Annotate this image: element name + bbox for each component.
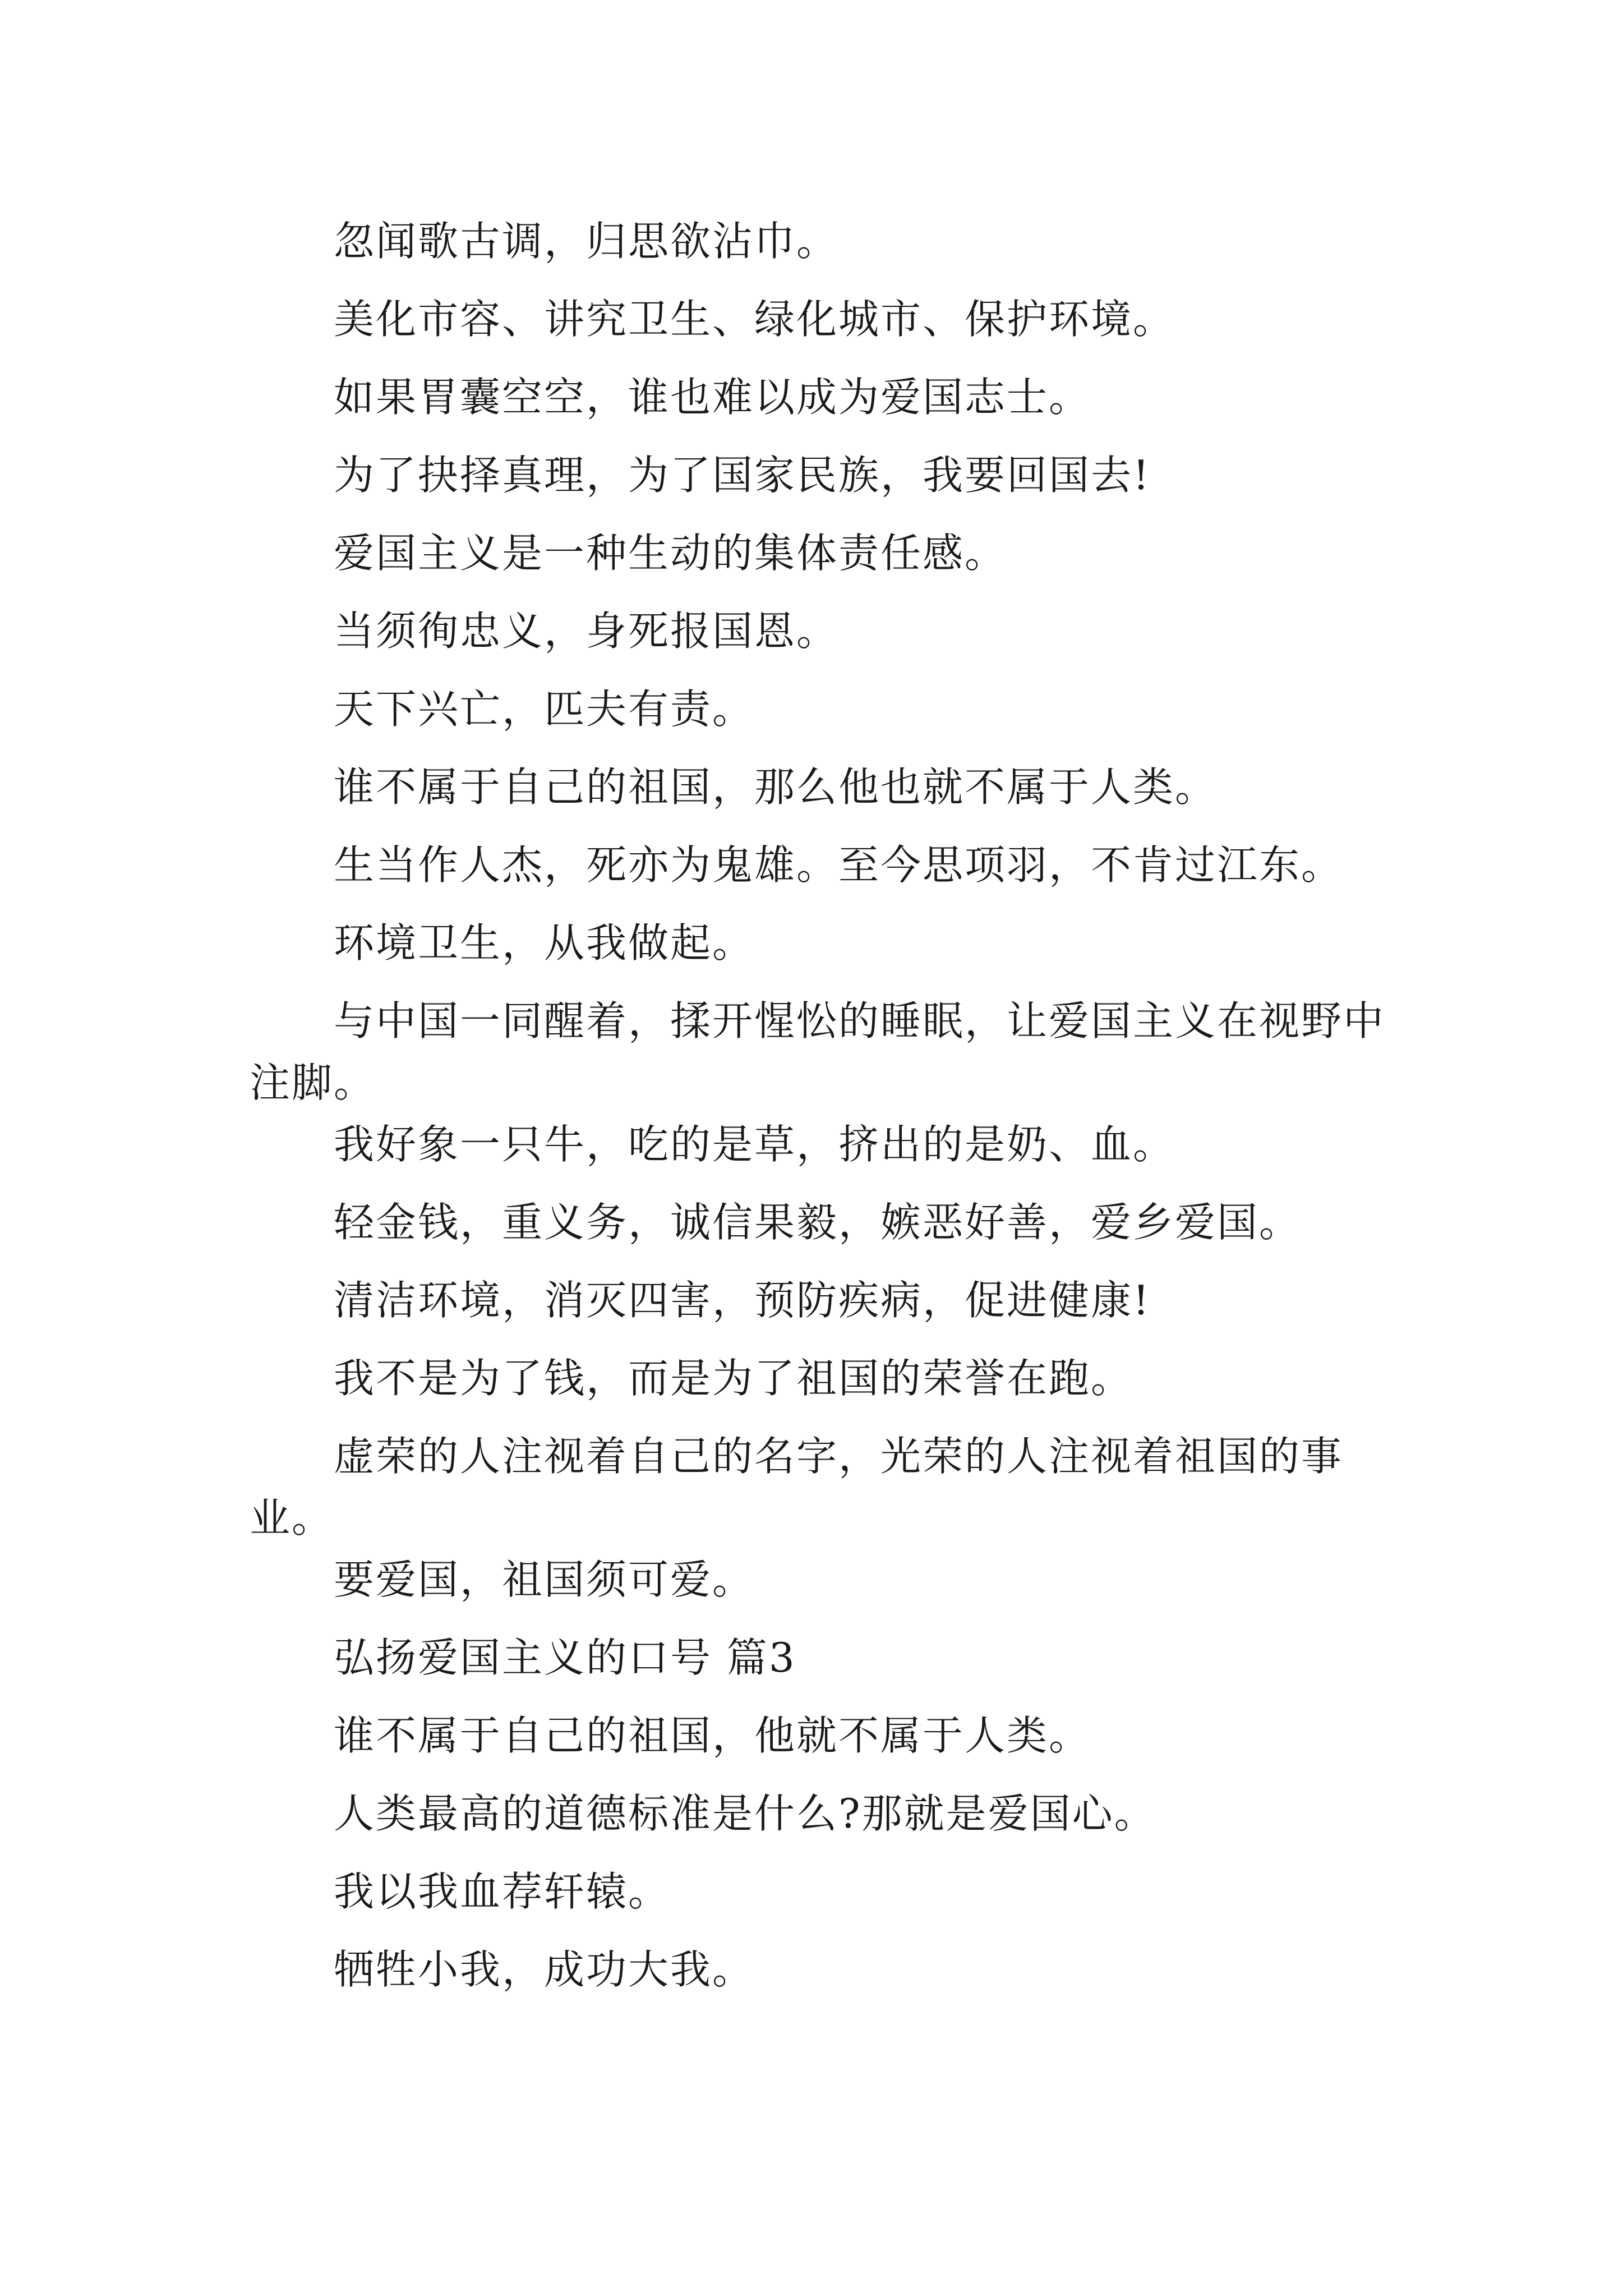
paragraph: 当须徇忠义，身死报国恩。 — [334, 608, 839, 655]
paragraph: 谁不属于自己的祖国，那么他也就不属于人类。 — [334, 763, 1218, 811]
document-body — [250, 210, 1388, 2017]
paragraph: 如果胃囊空空，谁也难以成为爱国志士。 — [334, 374, 1091, 421]
paragraph: 牺牲小我，成功大我。 — [334, 1946, 755, 1993]
paragraph: 我不是为了钱，而是为了祖国的荣誉在跑。 — [334, 1355, 1133, 1402]
section-heading: 弘扬爱国主义的口号 篇3 — [334, 1634, 796, 1681]
paragraph: 要爱国，祖国须可爱。 — [334, 1556, 755, 1603]
paragraph: 我以我血荐轩辕。 — [334, 1868, 671, 1915]
paragraph: 爱国主义是一种生动的集体责任感。 — [334, 530, 1007, 577]
paragraph: 清洁环境，消灭四害，预防疾病，促进健康! — [334, 1277, 1151, 1324]
paragraph: 美化市容、讲究卫生、绿化城市、保护环境。 — [334, 296, 1175, 343]
paragraph: 人类最高的道德标准是什么?那就是爱国心。 — [334, 1790, 1156, 1837]
paragraph: 虚荣的人注视着自己的名字，光荣的人注视着祖国的事业。 — [250, 1433, 1344, 1542]
paragraph: 我好象一只牛，吃的是草，挤出的是奶、血。 — [334, 1121, 1175, 1168]
paragraph: 忽闻歌古调，归思欲沾巾。 — [334, 218, 839, 265]
paragraph: 与中国一同醒着，揉开惺忪的睡眠，让爱国主义在视野中注脚。 — [250, 997, 1386, 1106]
paragraph: 谁不属于自己的祖国，他就不属于人类。 — [334, 1712, 1091, 1759]
paragraph: 天下兴亡，匹夫有责。 — [334, 685, 755, 733]
paragraph: 环境卫生，从我做起。 — [334, 919, 755, 967]
paragraph: 轻金钱，重义务，诚信果毅，嫉恶好善，爱乡爱国。 — [334, 1199, 1302, 1246]
paragraph: 生当作人杰，死亦为鬼雄。至今思项羽，不肯过江东。 — [334, 841, 1344, 889]
paragraph: 为了抉择真理，为了国家民族，我要回国去! — [334, 452, 1151, 499]
